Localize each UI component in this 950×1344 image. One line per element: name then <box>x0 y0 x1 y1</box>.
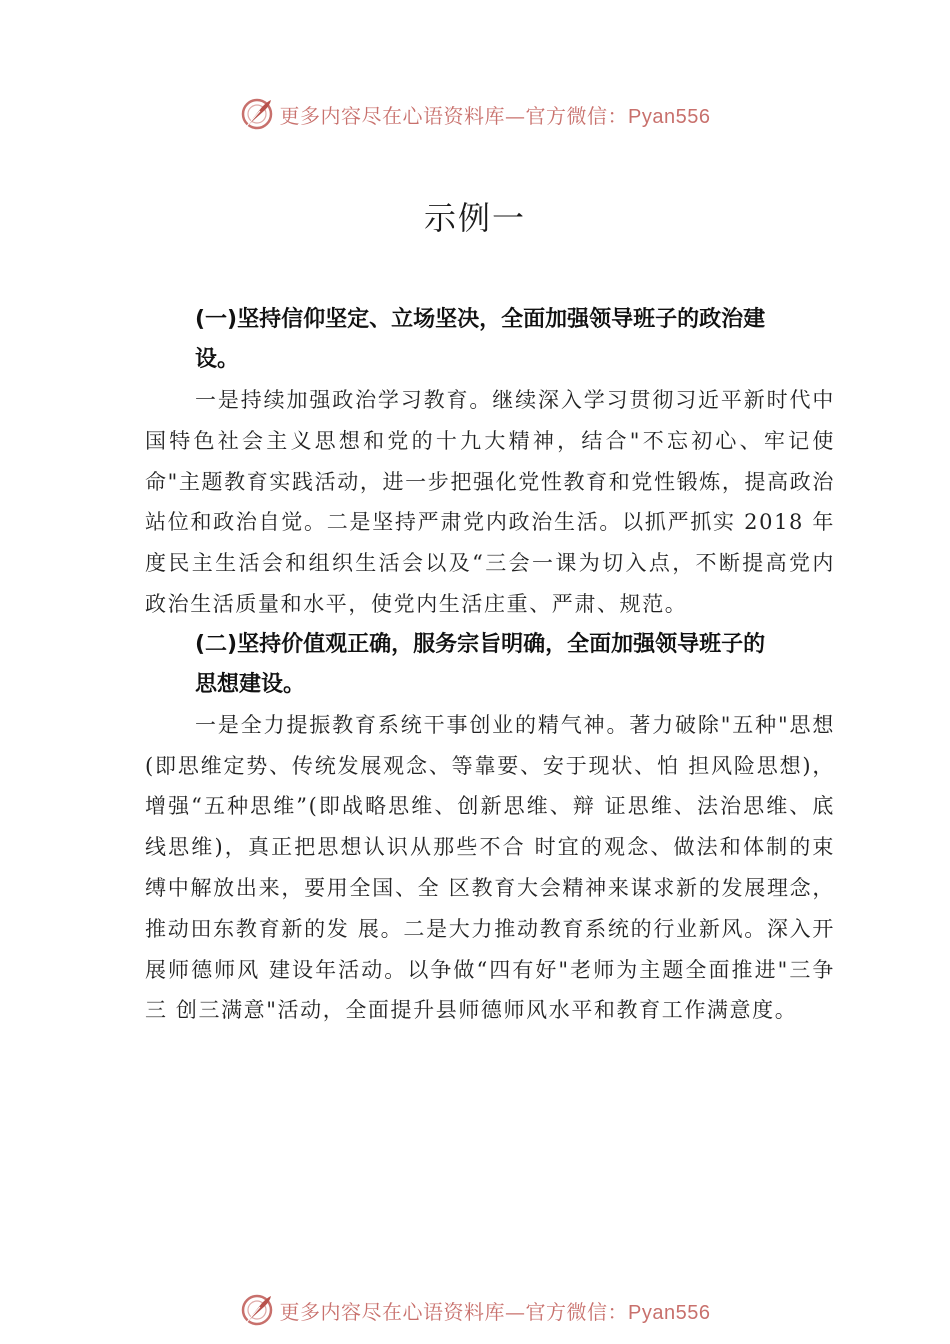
feather-pen-logo-icon <box>240 97 274 131</box>
section-paragraph-2: 一是全力提振教育系统干事创业的精气神。著力破除"五种"思想(即思维定势、传统发展观念、等靠要、安于现状、怕 担风险思想)，增强“五种思维”(即战略思维、创新思维、辩 证思维、法治思维、底线思维)，真正把思想认识从那些不合 时宜的观念、做法和体制的束缚中解放出来，要用全国、全 区教育大会精神来谋求新的发展理念，推动田东教育新的发 展。二是大力推动教育系统的行业新风。深入开展师德师风 建设年活动。以争做“四有好"老师为主题全面推进"三争三 创三满意"活动，全面提升县师德师风水平和教育工作满意度。 <box>145 712 835 1023</box>
document-title: 示例一 <box>423 199 526 237</box>
watermark-banner-top <box>0 94 950 134</box>
section-heading-1: (一)坚持信仰坚定、立场坚决，全面加强领导班子的政治建设。 <box>195 307 766 372</box>
document-body <box>145 300 835 1031</box>
watermark-text: 更多内容尽在心语资料库—官方微信：Pyan556 <box>279 1299 711 1324</box>
watermark-banner-bottom <box>0 1290 950 1330</box>
feather-pen-logo-icon <box>240 1293 274 1327</box>
section-paragraph-1: 一是持续加强政治学习教育。继续深入学习贯彻习近平新时代中国特色社会主义思想和党的十九大精神，结合"不忘初心、牢记使命"主题教育实践活动，进一步把强化党性教育和党性锻炼，提高政治站位和政治自觉。二是坚持严肃党内政治生活。以抓严抓实 2018 年度民主生活会和组织生活会以及“三会一课为切入点，不断提高党内政治生活质量和水平，使党内生活庄重、严肃、规范。 <box>145 388 835 616</box>
section-heading-2: (二)坚持价值观正确，服务宗旨明确，全面加强领导班子的思想建设。 <box>195 631 766 697</box>
watermark-text: 更多内容尽在心语资料库—官方微信：Pyan556 <box>279 103 711 128</box>
